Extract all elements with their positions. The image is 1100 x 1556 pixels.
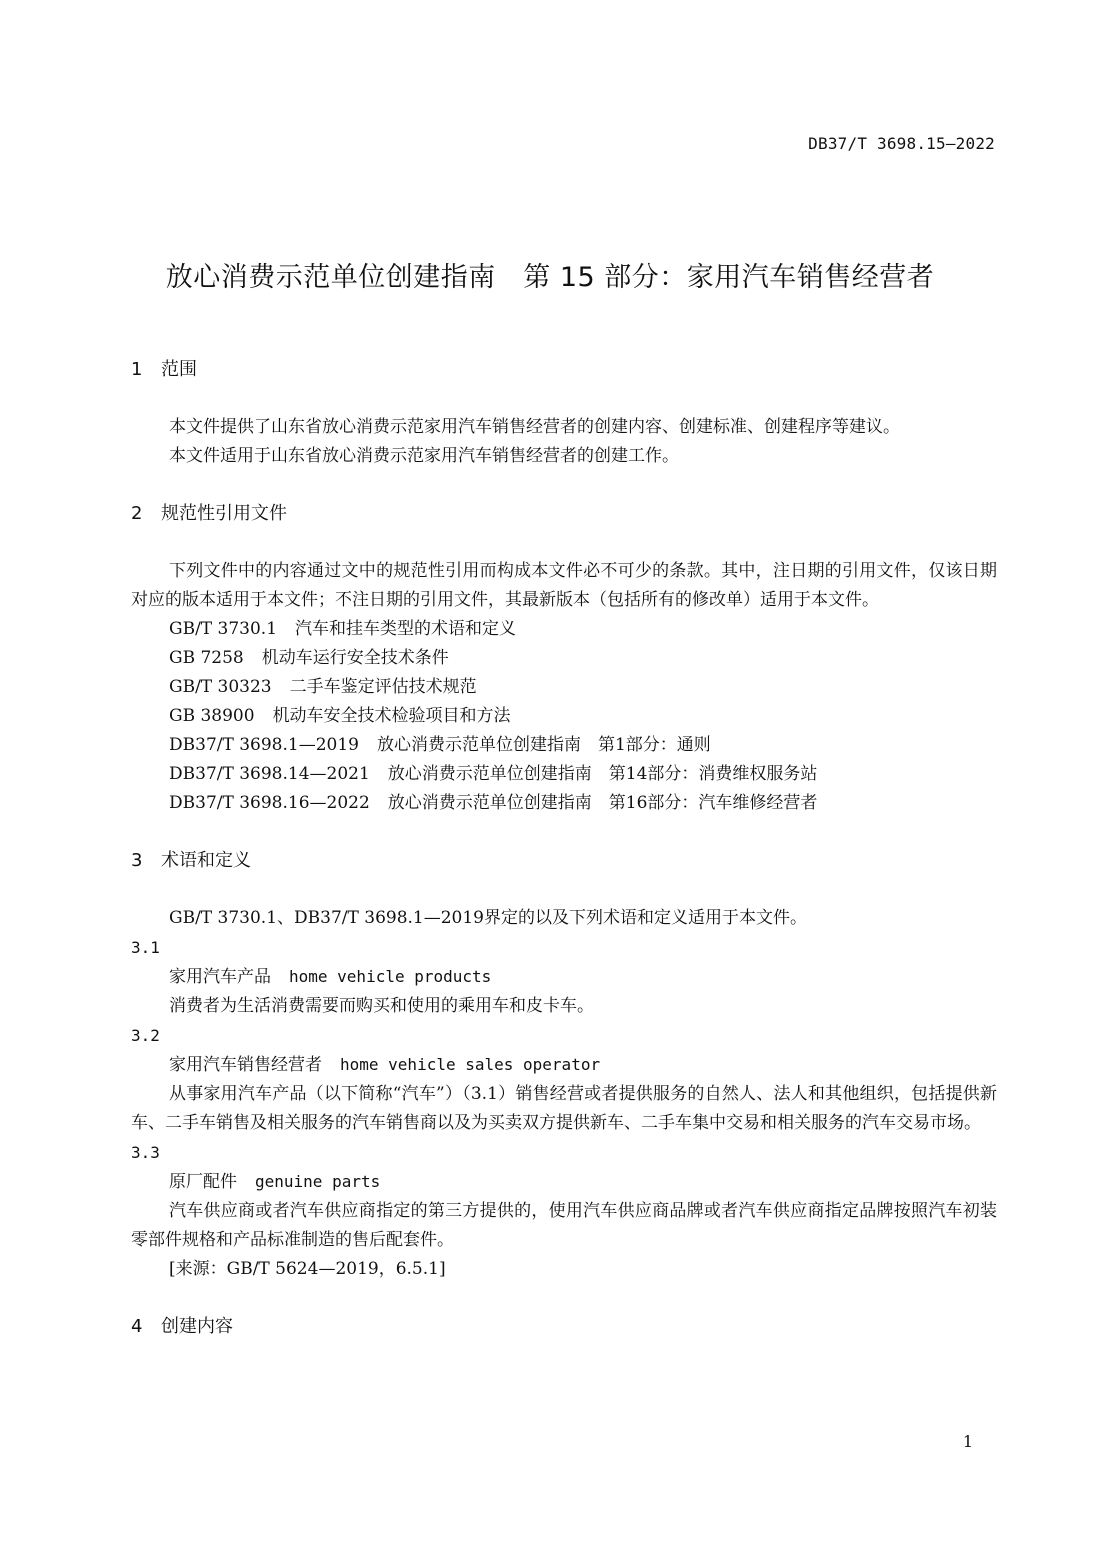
reference-code: DB37/T 3698.16—2022 [169,793,370,813]
document-title: 放心消费示范单位创建指南 第 15 部分：家用汽车销售经营者 [165,262,935,293]
terms-intro: GB/T 3730.1、DB37/T 3698.1—2019界定的以及下列术语和定义适用于本文件。 [169,908,807,928]
reference-name: 二手车鉴定评估技术规范 [289,677,477,697]
term-name-en: genuine parts [255,1172,381,1191]
reference-item [131,615,997,644]
reference-item [131,760,997,789]
term-name [131,962,997,992]
reference-code: GB 38900 [169,706,255,726]
references-intro: 下列文件中的内容通过文中的规范性引用而构成本文件必不可少的条款。其中，注日期的引用文件，仅该日期对应的版本适用于本文件；不注日期的引用文件，其最新版本（包括所有的修改单）适用于本文件。 [131,561,997,610]
section-number: 2 [131,503,143,524]
reference-item [131,789,997,818]
term-name-cn: 家用汽车产品 [169,967,271,987]
scope-paragraph-1: 本文件提供了山东省放心消费示范家用汽车销售经营者的创建内容、创建标准、创建程序等建议。 [169,417,900,437]
reference-name: 汽车和挂车类型的术语和定义 [295,619,517,639]
term-name-cn: 原厂配件 [169,1172,237,1192]
section-heading-creation-content [131,1312,997,1342]
term-number: 3.3 [131,1143,160,1162]
term-name-en: home vehicle sales operator [340,1055,601,1074]
term-definition: 消费者为生活消费需要而购买和使用的乘用车和皮卡车。 [169,996,594,1016]
reference-name: 机动车安全技术检验项目和方法 [272,706,511,726]
term-number: 3.2 [131,1026,160,1045]
reference-code: GB/T 3730.1 [169,619,278,639]
section-title: 范围 [161,359,197,380]
scope-paragraph-2: 本文件适用于山东省放心消费示范家用汽车销售经营者的创建工作。 [169,446,679,466]
reference-code: DB37/T 3698.14—2021 [169,764,370,784]
reference-item [131,644,997,673]
reference-item [131,702,997,731]
standard-code: DB37/T 3698.15—2022 [808,134,995,153]
term-source: [来源：GB/T 5624—2019，6.5.1] [169,1259,446,1279]
term-name [131,1167,997,1197]
section-number: 4 [131,1316,143,1337]
section-number: 1 [131,359,143,380]
section-title: 创建内容 [161,1316,233,1337]
reference-code: GB 7258 [169,648,244,668]
reference-name: 机动车运行安全技术条件 [261,648,449,668]
reference-name: 放心消费示范单位创建指南 第14部分：消费维权服务站 [387,764,818,784]
page-number: 1 [962,1432,973,1451]
section-number: 3 [131,850,143,871]
reference-name: 放心消费示范单位创建指南 第1部分：通则 [376,735,711,755]
section-title: 术语和定义 [161,850,251,871]
term-number: 3.1 [131,938,160,957]
term-definition: 从事家用汽车产品（以下简称“汽车”）（3.1）销售经营或者提供服务的自然人、法人和其他组织，包括提供新车、二手车销售及相关服务的汽车销售商以及为买卖双方提供新车、二手车集中交易和相关服务的汽车交易市场。 [131,1084,997,1133]
term-name-en: home vehicle products [289,967,492,986]
reference-code: GB/T 30323 [169,677,272,697]
section-title: 规范性引用文件 [161,503,287,524]
section-heading-normative-references [131,499,997,529]
term-definition: 汽车供应商或者汽车供应商指定的第三方提供的，使用汽车供应商品牌或者汽车供应商指定品牌按照汽车初装零部件规格和产品标准制造的售后配套件。 [131,1201,997,1250]
reference-code: DB37/T 3698.1—2019 [169,735,359,755]
term-name [131,1050,997,1080]
reference-item [131,673,997,702]
reference-name: 放心消费示范单位创建指南 第16部分：汽车维修经营者 [387,793,818,813]
section-heading-scope [131,355,997,385]
document-body [131,355,997,1342]
section-heading-terms-definitions [131,846,997,876]
reference-item [131,731,997,760]
term-name-cn: 家用汽车销售经营者 [169,1055,322,1075]
